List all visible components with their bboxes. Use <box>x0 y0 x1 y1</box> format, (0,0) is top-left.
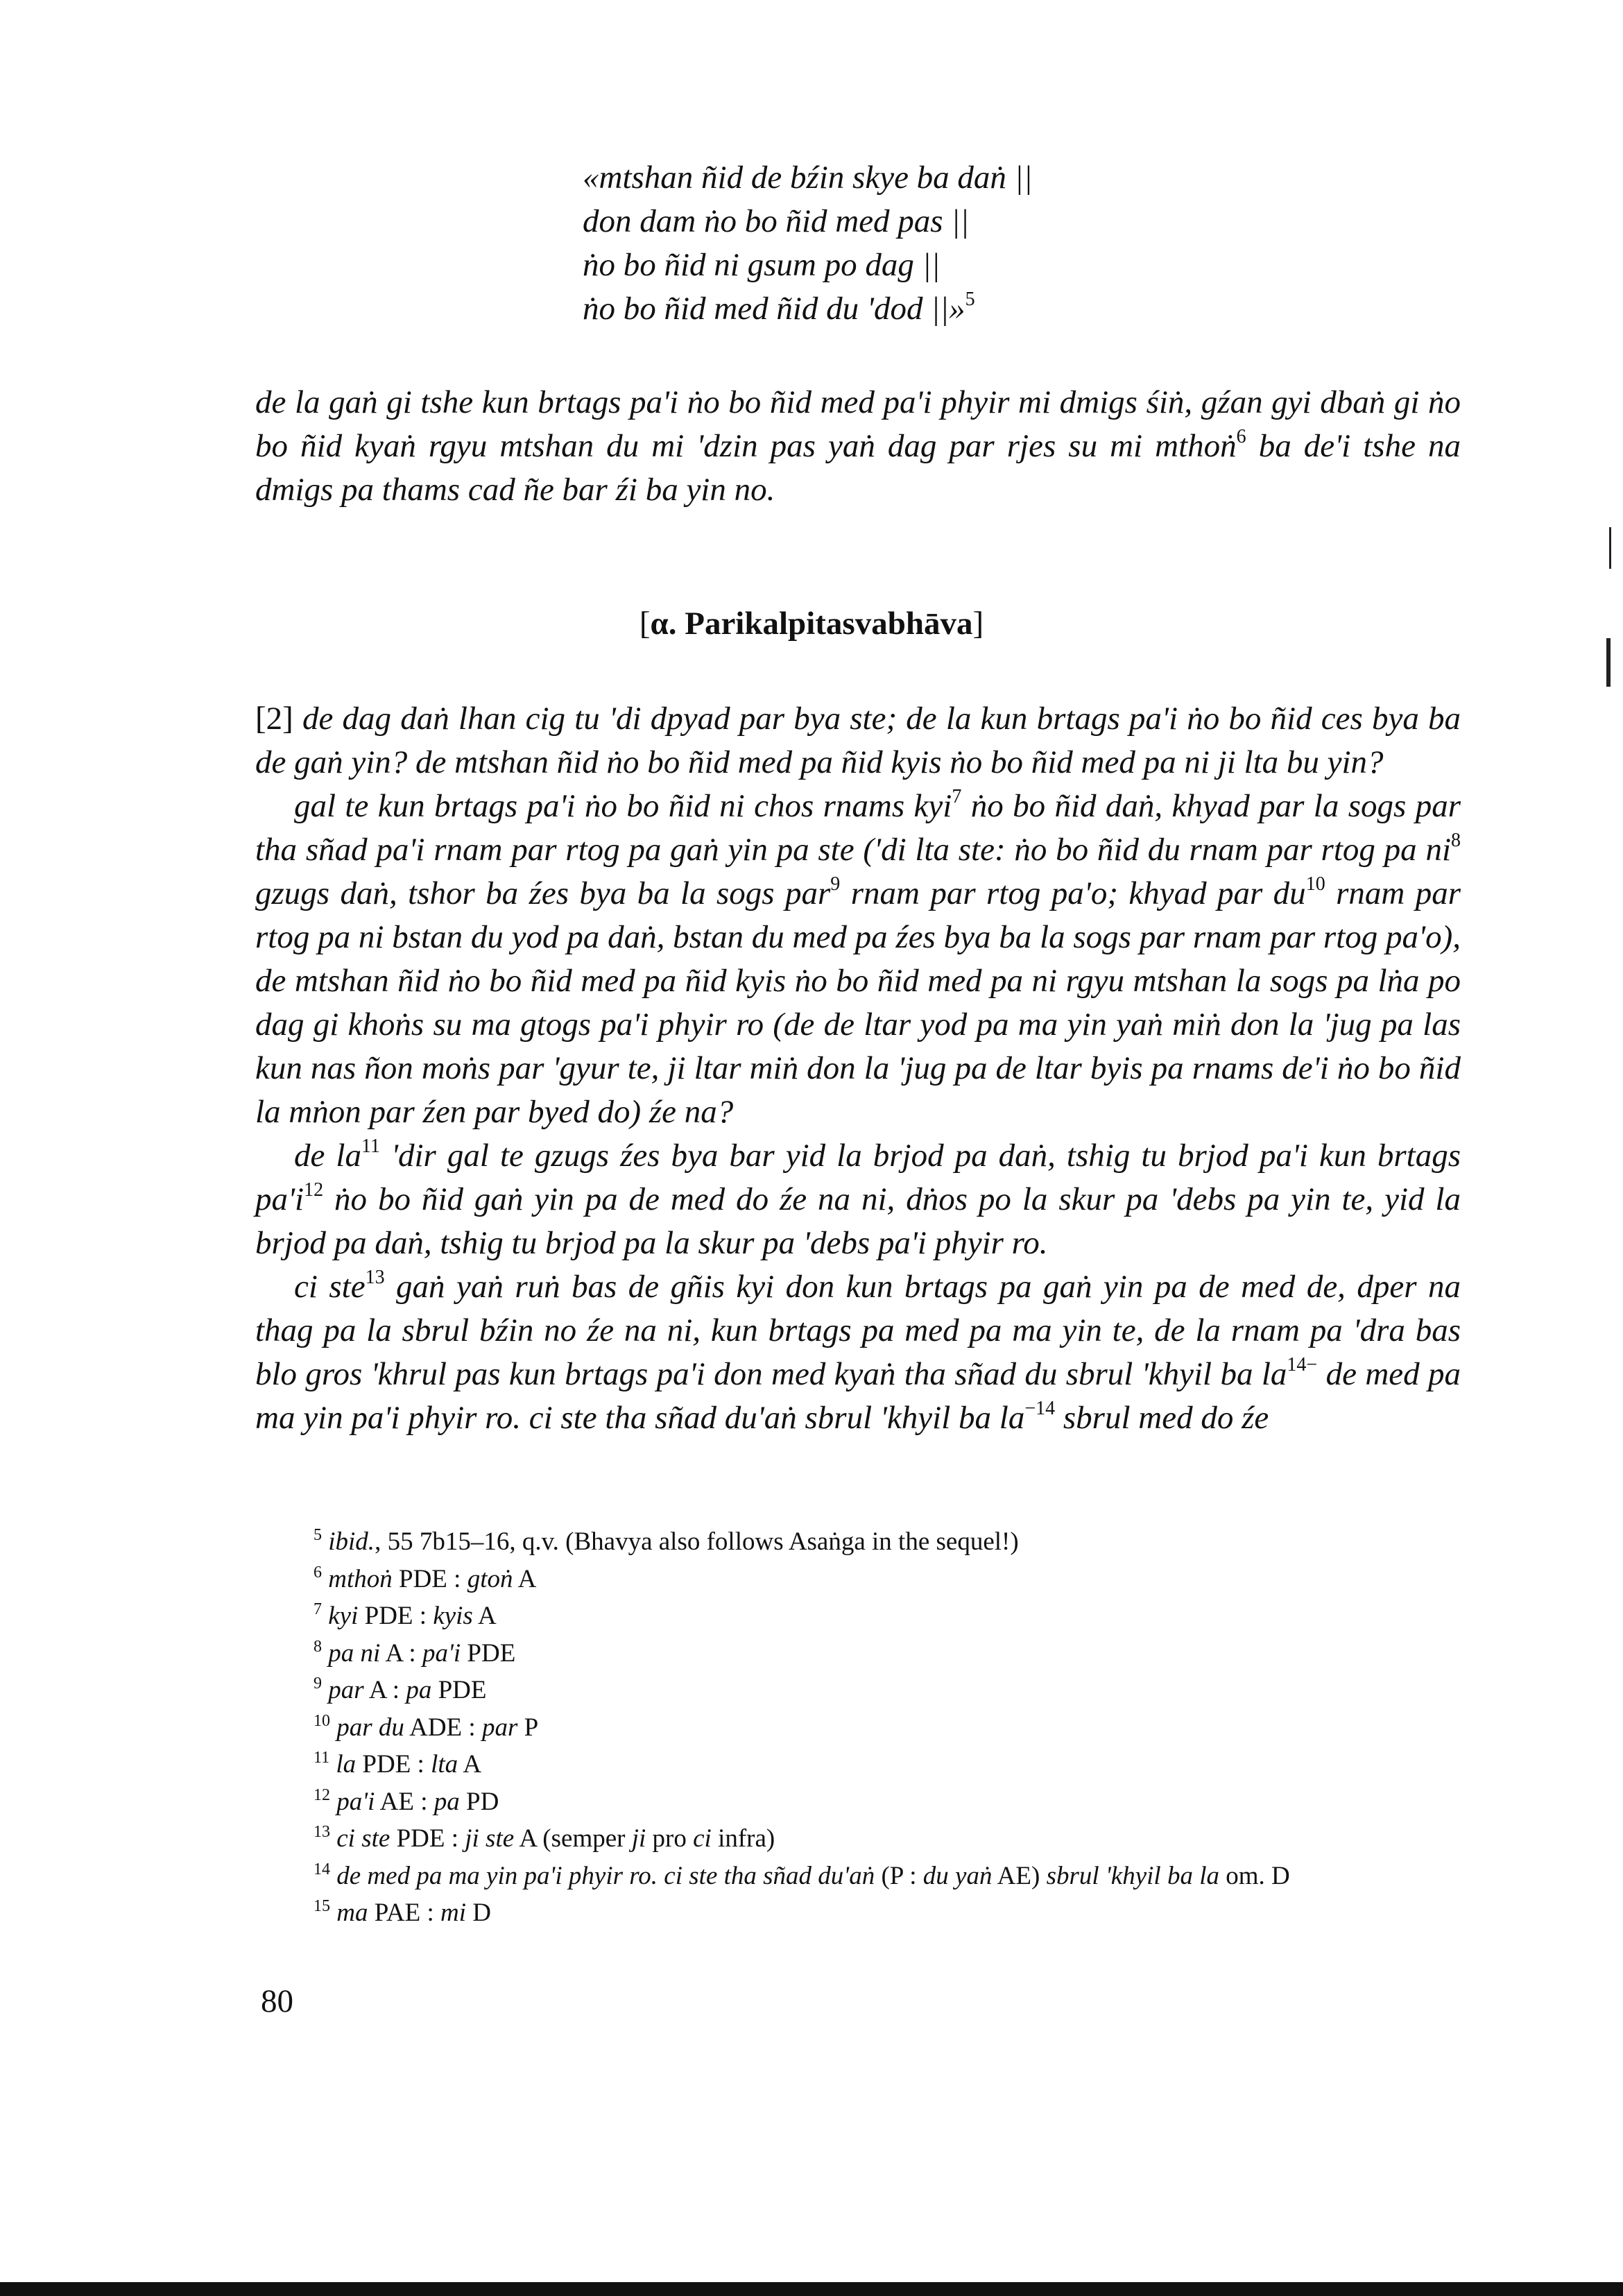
paragraph-text: ṅo bo ñid gaṅ yin pa de med do źe na ni, dṅos po la skur pa 'debs pa yin te, yid la brjod pa daṅ, tshig tu brjod pa la skur pa 'debs pa'i phyir ro. <box>255 1181 1461 1261</box>
footnote-ref: 10 <box>1305 873 1325 895</box>
footnote-text: PAE : <box>368 1899 441 1927</box>
paragraph-text: de dag daṅ lhan cig tu 'di dpyad par bya ste; de la kun brtags pa'i ṅo bo ñid ces bya ba de gaṅ yin? de mtshan ñid ṅo bo ñid med pa ñid kyis ṅo bo ñid med pa ni ji lta bu yin? <box>255 701 1461 780</box>
footnote-text: AE : <box>375 1787 434 1816</box>
paragraph-text: de med pa ma yin pa'i phyir ro. ci ste tha sñad du'aṅ sbrul 'khyil ba la <box>255 1356 1461 1436</box>
scan-mark <box>1609 527 1611 569</box>
footnote-italic: ji <box>631 1824 646 1853</box>
footnote-text: om. D <box>1219 1861 1290 1890</box>
footnote-ref: 7 <box>952 786 962 807</box>
footnote-ref: 9 <box>830 873 841 895</box>
footnote-italic: pa ni <box>328 1638 381 1668</box>
footnote-italic: mi <box>440 1899 467 1927</box>
footnote-text: PDE <box>431 1676 487 1704</box>
footnote-text: PD <box>459 1787 499 1816</box>
footnotes <box>314 1523 1493 1932</box>
verse-line: don dam ṅo bo ñid med pas || <box>583 203 970 239</box>
footnote-text: D <box>466 1899 492 1927</box>
paragraph-text: ṅo bo ñid daṅ, khyad par la sogs par tha sñad pa'i rnam par rtog pa gaṅ yin pa ste ('di lta ste: ṅo bo ñid du rnam par rtog pa ni <box>255 788 1461 868</box>
footnote-number: 6 <box>314 1563 322 1582</box>
verse-line-text: ṅo bo ñid med ñid du 'dod ||» <box>583 291 965 327</box>
paragraph-text: rnam par rtog pa'o; khyad par du <box>840 875 1306 911</box>
footnote-number: 14 <box>314 1860 330 1878</box>
footnote-ref: 11 <box>361 1136 380 1157</box>
footnote-text: PDE <box>461 1638 516 1668</box>
footnote <box>314 1597 1493 1635</box>
footnote-ref: −14 <box>1024 1398 1056 1419</box>
footnote <box>314 1635 1493 1672</box>
paragraph-text: ci ste <box>294 1269 366 1305</box>
paragraph-text: de la <box>294 1138 361 1174</box>
footnote-italic: de med pa ma yin pa'i phyir ro. ci ste tha sñad du'aṅ <box>336 1861 875 1890</box>
scan-edge <box>0 2282 1623 2296</box>
heading-bracket: ] <box>972 606 984 642</box>
page-number: 80 <box>261 1983 293 2019</box>
footnote <box>314 1746 1493 1783</box>
paragraph-text: rnam par rtog pa ni bstan du yod pa daṅ, bstan du med pa źes bya ba la sogs par rnam par rtog pa'o), de mtshan ñid ṅo bo ñid med pa ñid kyis ṅo bo ñid med pa ni rgyu mtshan la sogs pa lṅa po dag gi khoṅs su ma gtogs pa'i phyir ro (de de ltar yod pa ma yin yaṅ miṅ don la 'jug pa las kun nas ñon moṅs par 'gyur te, ji ltar miṅ don la 'jug pa de ltar byis pa rnams de'i ṅo bo ñid la mṅon par źen par byed do) źe na? <box>255 875 1461 1130</box>
paragraph-text: gal te kun brtags pa'i ṅo bo ñid ni chos rnams kyi <box>294 788 952 824</box>
footnote-text: , 55 7b15–16, q.v. (Bhavya also follows Asaṅga in the sequel!) <box>375 1527 1019 1556</box>
footnote-text: A : <box>380 1638 422 1668</box>
footnote-italic: kyi <box>328 1602 359 1630</box>
footnote-italic: ci <box>693 1824 712 1853</box>
footnote-text: A <box>513 1564 537 1593</box>
paragraph-5 <box>255 1265 1461 1440</box>
paragraph-3 <box>255 785 1461 1134</box>
footnote-ref: 5 <box>965 289 975 310</box>
footnote <box>314 1709 1493 1747</box>
footnote-italic: ji ste <box>465 1824 515 1853</box>
footnote-number: 13 <box>314 1823 330 1841</box>
footnote <box>314 1858 1493 1895</box>
footnote-italic: gtoṅ <box>467 1564 513 1593</box>
footnote-text: PDE : <box>358 1602 433 1630</box>
footnote-text: A <box>472 1602 497 1630</box>
footnote-text: infra) <box>711 1824 775 1853</box>
paragraph-text: gaṅ yaṅ ruṅ bas de gñis kyi don kun brtags pa gaṅ yin pa de med de, dper na thag pa la sbrul bźin no źe na ni, kun brtags pa med pa ma yin te, de la rnam pa 'dra bas blo gros 'khrul pas kun brtags pa'i don med kyaṅ tha sñad du sbrul 'khyil ba la <box>255 1269 1461 1392</box>
intro-paragraph <box>255 381 1461 512</box>
footnote-italic: ci ste <box>336 1824 390 1853</box>
paragraph-text: gzugs daṅ, tshor ba źes bya ba la sogs par <box>255 875 831 911</box>
footnote-text: PDE : <box>390 1824 465 1853</box>
footnote-number: 8 <box>314 1637 322 1656</box>
body-text <box>255 697 1461 1440</box>
paragraph-text: de la gaṅ gi tshe kun brtags pa'i ṅo bo ñid med pa'i phyir mi dmigs śiṅ, gźan gyi dbaṅ gi ṅo bo ñid kyaṅ rgyu mtshan du mi 'dzin pas yaṅ dag par rjes su mi mthoṅ <box>255 384 1461 464</box>
footnote-text: (P : <box>875 1861 923 1890</box>
footnote-italic: pa <box>433 1787 460 1816</box>
verse-block <box>583 156 1033 331</box>
footnote-ref: 12 <box>304 1179 324 1201</box>
footnote-italic: du yaṅ <box>922 1861 993 1890</box>
footnote <box>314 1783 1493 1821</box>
footnote-number: 10 <box>314 1711 330 1730</box>
paragraph-text: sbrul med do źe <box>1055 1400 1269 1436</box>
verse-line <box>583 287 1033 331</box>
footnote-ref: 14− <box>1287 1354 1318 1376</box>
footnote-number: 12 <box>314 1785 330 1804</box>
footnote-ref: 13 <box>365 1267 385 1288</box>
footnote-ref: 8 <box>1451 830 1461 851</box>
footnote <box>314 1561 1493 1598</box>
footnote-ref: 6 <box>1236 426 1246 447</box>
footnote <box>314 1820 1493 1858</box>
footnote-text: ADE : <box>404 1713 482 1742</box>
footnote-italic: pa'i <box>336 1787 375 1816</box>
paragraph-2 <box>255 697 1461 785</box>
footnote-italic: ma <box>336 1899 368 1927</box>
footnote-text: A : <box>363 1676 406 1704</box>
footnote-number: 11 <box>314 1749 330 1767</box>
footnote <box>314 1672 1493 1709</box>
footnote-italic: par <box>481 1713 518 1742</box>
paragraph-text: ba de'i tshe na dmigs pa thams cad ñe bar źi ba yin no. <box>255 428 1461 508</box>
footnote-italic: la <box>336 1750 357 1779</box>
footnote-italic: pa <box>406 1676 432 1704</box>
heading-bracket: [ <box>639 606 651 642</box>
footnote <box>314 1523 1493 1561</box>
footnote-number: 5 <box>314 1526 322 1544</box>
footnote-text: P <box>517 1713 539 1742</box>
scan-mark <box>1606 638 1611 687</box>
heading-text: α. Parikalpitasvabhāva <box>650 606 973 642</box>
footnote-text: A (semper <box>514 1824 632 1853</box>
footnote-italic: par du <box>336 1713 404 1742</box>
paragraph-text: 'dir gal te gzugs źes bya bar yid la brjod pa daṅ, tshig tu brjod pa'i kun brtags pa'i <box>255 1138 1461 1217</box>
verse-line: ṅo bo ñid ni gsum po dag || <box>583 247 941 283</box>
paragraph-4 <box>255 1134 1461 1265</box>
footnote-italic: mthoṅ <box>328 1564 393 1593</box>
footnote-italic: ibid. <box>328 1527 375 1556</box>
footnote <box>314 1894 1493 1932</box>
footnote-text: AE) <box>992 1861 1047 1890</box>
footnote-number: 15 <box>314 1897 330 1915</box>
paragraph-number: [2] <box>255 701 293 737</box>
footnote-text: PDE : <box>356 1750 431 1779</box>
footnote-italic: kyis <box>433 1602 473 1630</box>
footnote-text: PDE : <box>392 1564 467 1593</box>
footnote-italic: sbrul 'khyil ba la <box>1046 1861 1219 1890</box>
footnote-number: 9 <box>314 1674 322 1693</box>
footnote-italic: pa'i <box>422 1638 461 1668</box>
footnote-italic: lta <box>431 1750 458 1779</box>
section-heading <box>0 602 1623 646</box>
footnote-italic: par <box>328 1676 364 1704</box>
footnote-number: 7 <box>314 1600 322 1618</box>
footnote-text: pro <box>646 1824 694 1853</box>
footnote-text: A <box>458 1750 482 1779</box>
verse-line: «mtshan ñid de bźin skye ba daṅ || <box>583 160 1033 196</box>
